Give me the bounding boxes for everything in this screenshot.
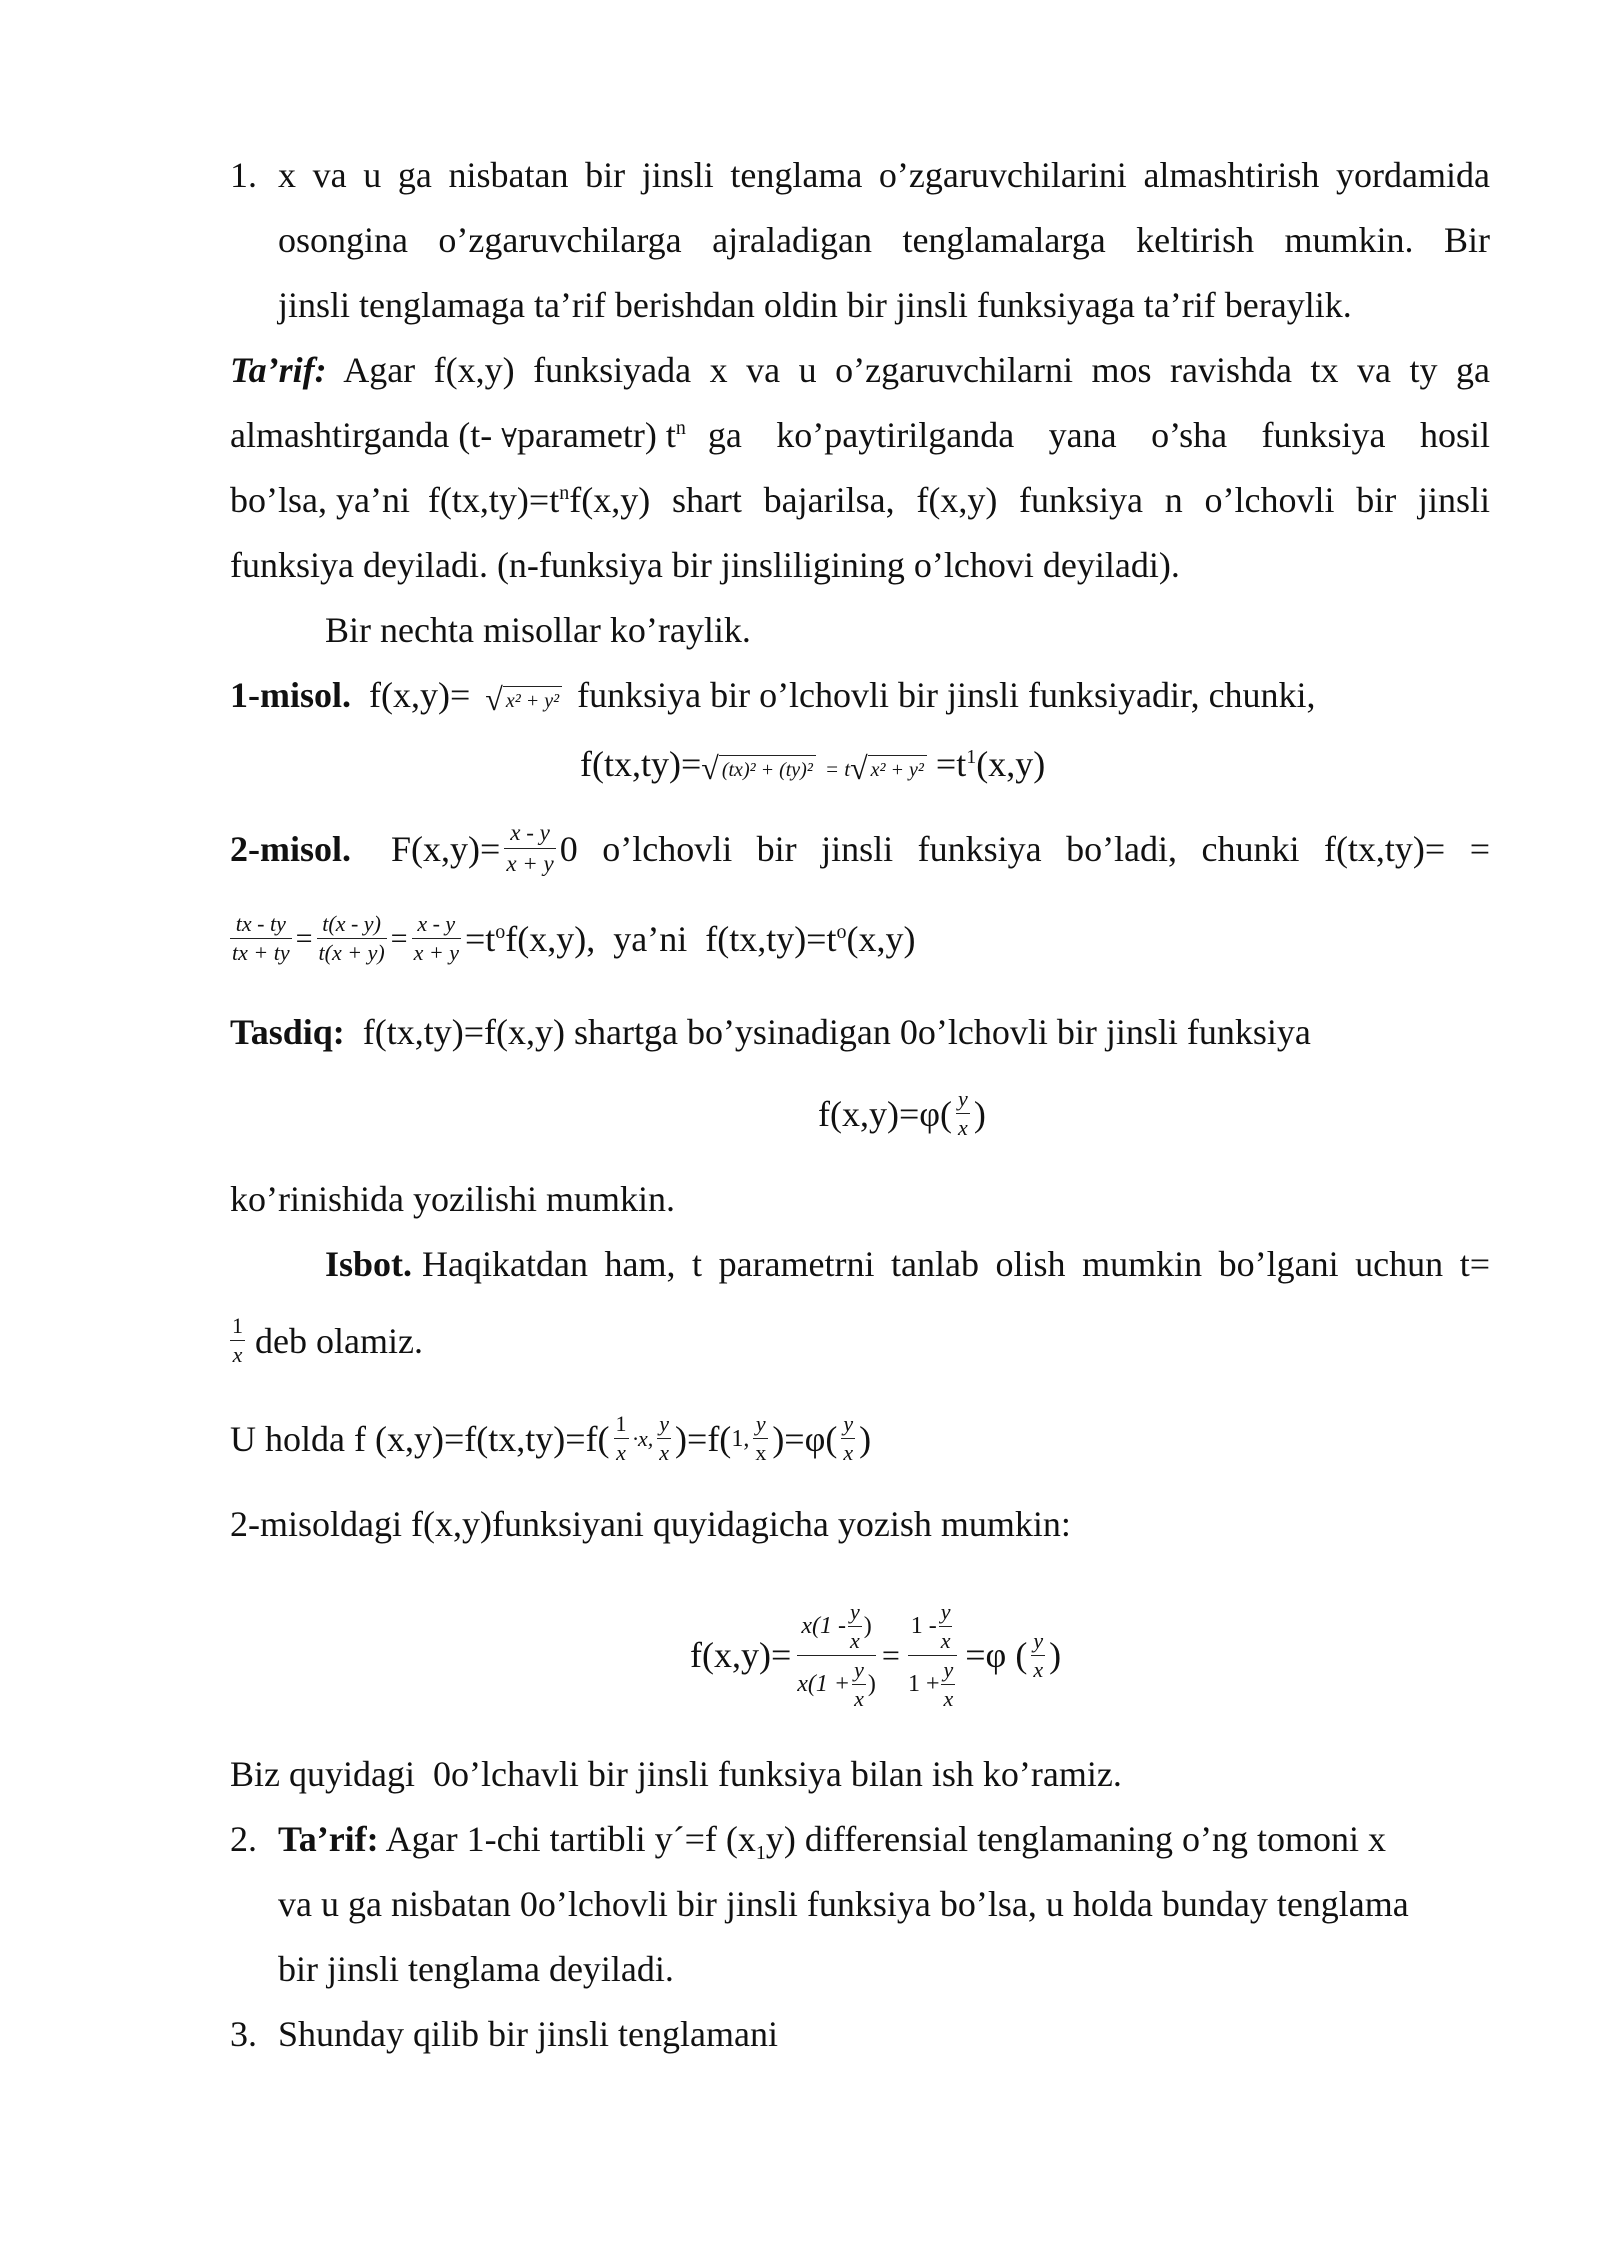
formula-text: f(x,y), ya’ni f(tx,ty)=t [505,918,837,959]
fraction [841,1410,855,1467]
denominator: x [850,1627,860,1653]
derivation-line [230,1410,871,1467]
formula-text: )=φ( [772,1418,838,1459]
denominator: t(x + y) [318,940,385,965]
denominator: x(1 + [797,1671,851,1697]
example-text: funksiya bir o’lchovli bir jinsli funksiyadir, chunki, [577,675,1316,715]
radicand: x² + y² [868,755,927,784]
list-number: 2. [230,1819,257,1859]
superscript: o [836,920,847,943]
denominator: tx + ty [232,940,290,965]
denominator: x + y [413,940,459,965]
radicand: (tx)² + (ty)² [719,755,816,784]
paragraph-line: x va u ga nisbatan bir jinsli tenglama o’zgaruvchilarini almashtirish yordamida [278,155,1490,195]
compound-fraction-formula [690,1580,1061,1730]
denominator: x [943,1685,954,1711]
denominator: x [616,1440,626,1465]
definition-line: funksiya deyiladi. (n-funksiya bir jinsliligining o’lchovi deyiladi). [230,545,1180,585]
definition-text: Agar 1-chi tartibli y´=f (x [385,1819,756,1859]
proof-text: deb olamiz. [255,1320,423,1361]
statement-after: ko’rinishida yozilishi mumkin. [230,1179,675,1219]
definition-line [230,413,1490,461]
fraction [1031,1627,1045,1684]
example-label: 1-misol. [230,675,351,715]
compound-fraction [908,1598,957,1713]
formula-text: ) [973,1093,986,1134]
example-2-equation: $\frac{tx - ty}{tx + ty}$ = $\frac{t(x - y)}{t(x + y)}$ = $\frac{x - y}{x + y}$ $=t^of(x,y)$, ya’ni $f(tx,ty)=t^o(x,y)$ [232,911,916,965]
statement-line [230,1010,1311,1054]
numerator: x - y [417,911,456,936]
paragraph-line: Biz quyidagi 0o’lchavli bir jinsli funksiya bilan ish ko’ramiz. [230,1754,1122,1794]
fraction [753,1410,768,1467]
list-number: 1. [230,155,257,195]
formula-text: = t [824,757,851,781]
numerator: y [958,1086,968,1111]
denominator: x [940,1627,951,1653]
superscript: o [495,920,506,943]
definition-line [278,1817,1490,1865]
fraction [317,910,387,967]
paragraph-line: osongina o’zgaruvchilarga ajraladigan tenglamalarga keltirish mumkin. Bir [278,220,1490,260]
denominator: x [659,1440,670,1465]
definition-text: Agar f(x,y) funksiyada x va u o’zgaruvchilarni mos ravishda tx va ty ga [343,350,1490,390]
formula-text: (x,y) [976,744,1046,784]
definition-text: y) differensial tenglamaning o’ng tomoni x [765,1819,1387,1859]
sqrt-expression: √ (tx)² + (ty)² [701,752,816,784]
denominator: x [755,1440,767,1465]
statement-text: f(tx,ty)=f(x,y) shartga bo’ysinadigan 0o’lchovli bir jinsli funksiya [362,1012,1311,1052]
sqrt-expression: √ x² + y² [850,752,927,784]
numerator: 1 [615,1411,627,1436]
denominator: x [232,1342,243,1367]
formula-text: f(tx,ty)= [580,744,702,784]
numerator: y [659,1411,670,1436]
numerator: y [1033,1627,1044,1653]
text-span: f(x,y) shart bajarilsa, f(x,y) funksiya n o’lchovli bir jinsli [569,480,1490,520]
superscript: 1 [966,746,977,768]
sqrt-expression: √ x² + y² [485,683,562,715]
fraction [230,910,292,967]
formula-text: =t [464,918,496,959]
formula-text: =t [935,744,967,784]
denominator: x [843,1440,854,1465]
example-text: 0 o’lchovli bir jinsli funksiya bo’ladi, chunki f(tx,ty)= = [559,828,1490,869]
numerator: y [850,1598,860,1624]
denominator: ) [867,1671,876,1697]
proof-label: Isbot. [325,1244,413,1284]
numerator: ) [863,1613,872,1639]
denominator: x [1033,1656,1044,1682]
fraction [230,1312,245,1369]
denominator: x [958,1115,968,1140]
fraction [657,1410,671,1467]
intro-text: Bir nechta misollar ko’raylik. [325,610,751,650]
definition-label: Ta’rif: [278,1819,379,1859]
formula-text: f(x,y)= [690,1635,792,1675]
definition-line [230,348,1490,392]
radicand: x² + y² [503,686,562,715]
formula-text: U holda f (x,y)=f(tx,ty)=f( [230,1418,610,1459]
subscript: 1 [755,1842,766,1865]
text-span: bo’lsa, ya’ni f(tx,ty)=t [230,480,560,520]
formula-text: ) [859,1418,872,1459]
statement-label: Tasdiq: [230,1012,345,1052]
fraction [614,1410,629,1467]
example-label: 2-misol. [230,828,351,869]
definition-line: bir jinsli tenglama deyiladi. [278,1949,674,1989]
paragraph-line: jinsli tenglamaga ta’rif berishdan oldin bir jinsli funksiyaga ta’rif beraylik. [278,285,1352,325]
formula-text: = [881,1637,900,1673]
numerator: y [940,1598,951,1624]
superscript: n [675,417,686,439]
paragraph-line: Shunday qilib bir jinsli tenglamani [278,2014,778,2054]
proof-line [230,1312,423,1369]
statement-formula [818,1085,986,1142]
numerator: t(x - y) [322,911,381,936]
definition-line: va u ga nisbatan 0o’lchovli bir jinsli funksiya bo’lsa, u holda bunday tenglama [278,1884,1409,1924]
formula-text: =φ ( [965,1635,1028,1675]
numerator: 1 - [910,1613,937,1639]
numerator: y [755,1411,766,1436]
example-1-equation [580,742,1045,791]
list-number: 3. [230,2014,257,2054]
formula-text: ) [1049,1635,1062,1675]
denominator: 1 + [907,1671,940,1697]
numerator: x(1 - [801,1613,847,1639]
denominator: x [854,1685,864,1711]
fraction [504,818,555,879]
forall-symbol: ∀ [501,424,517,453]
example-2-line [230,818,1490,879]
denominator: x + y [506,851,554,876]
formula-text: )=f( [675,1418,732,1459]
proof-text: Haqikatdan ham, t parametrni tanlab olish mumkin bo’lgani uchun t= [422,1244,1490,1284]
text-span: parametr) t [516,415,676,455]
formula-text: 1, [731,1425,750,1452]
formula-text: (x,y) [846,918,916,959]
formula-text: ·x, [632,1425,654,1451]
numerator: 1 [232,1313,243,1338]
compound-fraction [797,1598,876,1713]
text-span: almashtirganda (t- [230,415,493,455]
text-span: ga ko’paytirilganda yana o’sha funksiya hosil [707,415,1490,455]
formula-text: f(x,y)= [369,675,471,715]
numerator: y [854,1656,864,1682]
example-2b-intro: 2-misoldagi f(x,y)funksiyani quyidagicha yozish mumkin: [230,1504,1071,1544]
numerator: tx - ty [235,911,286,936]
fraction [956,1085,970,1142]
definition-label: Ta’rif: [230,350,327,390]
example-1-line [230,673,1316,717]
fraction [412,910,461,967]
definition-line [230,478,1490,522]
proof-line [325,1242,1490,1286]
numerator: y [843,1411,854,1436]
superscript: n [559,482,570,504]
formula-text: F(x,y)= [391,828,501,869]
formula-text: f(x,y)=φ( [818,1093,953,1134]
numerator: y [943,1656,954,1682]
numerator: x - y [510,820,550,845]
